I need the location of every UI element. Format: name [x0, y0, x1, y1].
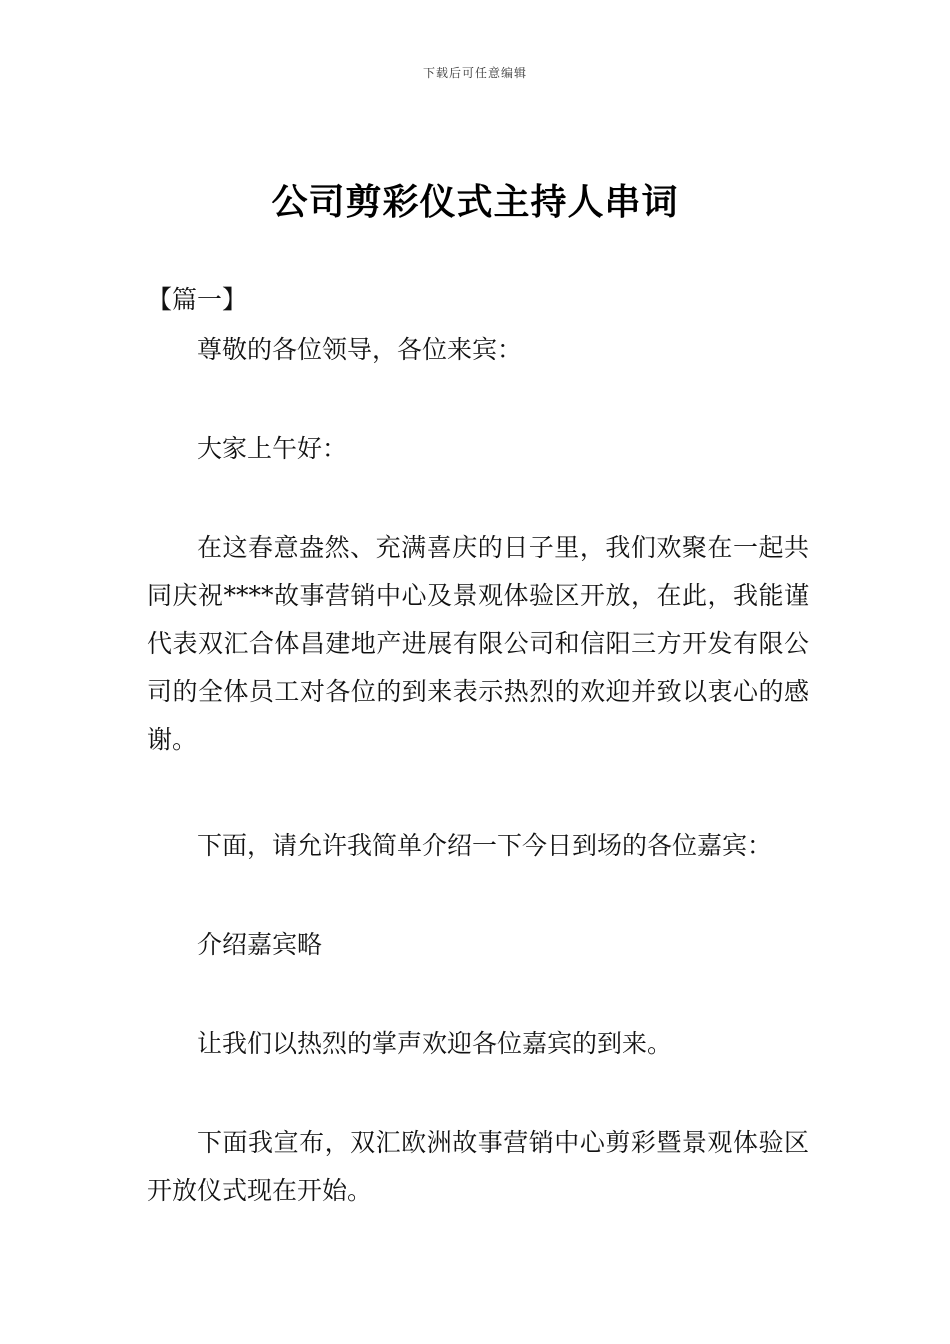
document-title: 公司剪彩仪式主持人串词	[271, 182, 679, 223]
paragraph-good-morning: 大家上午好：	[197, 434, 348, 463]
header-note: 下载后可任意编辑	[422, 66, 527, 80]
section-label: 【篇一】	[147, 285, 248, 314]
paragraph-greeting: 尊敬的各位领导，各位来宾：	[197, 335, 523, 364]
paragraph-introduce-guests: 下面，请允许我简单介绍一下今日到场的各位嘉宾：	[197, 831, 773, 860]
paragraph-welcome: 在这春意盎然、充满喜庆的日子里，我们欢聚在一起共同庆祝****故事营销中心及景观体验区开放，在此，我能谨代表双汇合体昌建地产进展有限公司和信阳三方开发有限公司的全体员工对各位的到来表示热烈的欢迎并致以衷心的感谢。	[147, 533, 809, 754]
paragraph-applause: 让我们以热烈的掌声欢迎各位嘉宾的到来。	[197, 1029, 673, 1058]
paragraph-announcement: 下面我宣布，双汇欧洲故事营销中心剪彩暨景观体验区开放仪式现在开始。	[147, 1128, 809, 1205]
paragraph-guest-list: 介绍嘉宾略	[197, 930, 323, 959]
